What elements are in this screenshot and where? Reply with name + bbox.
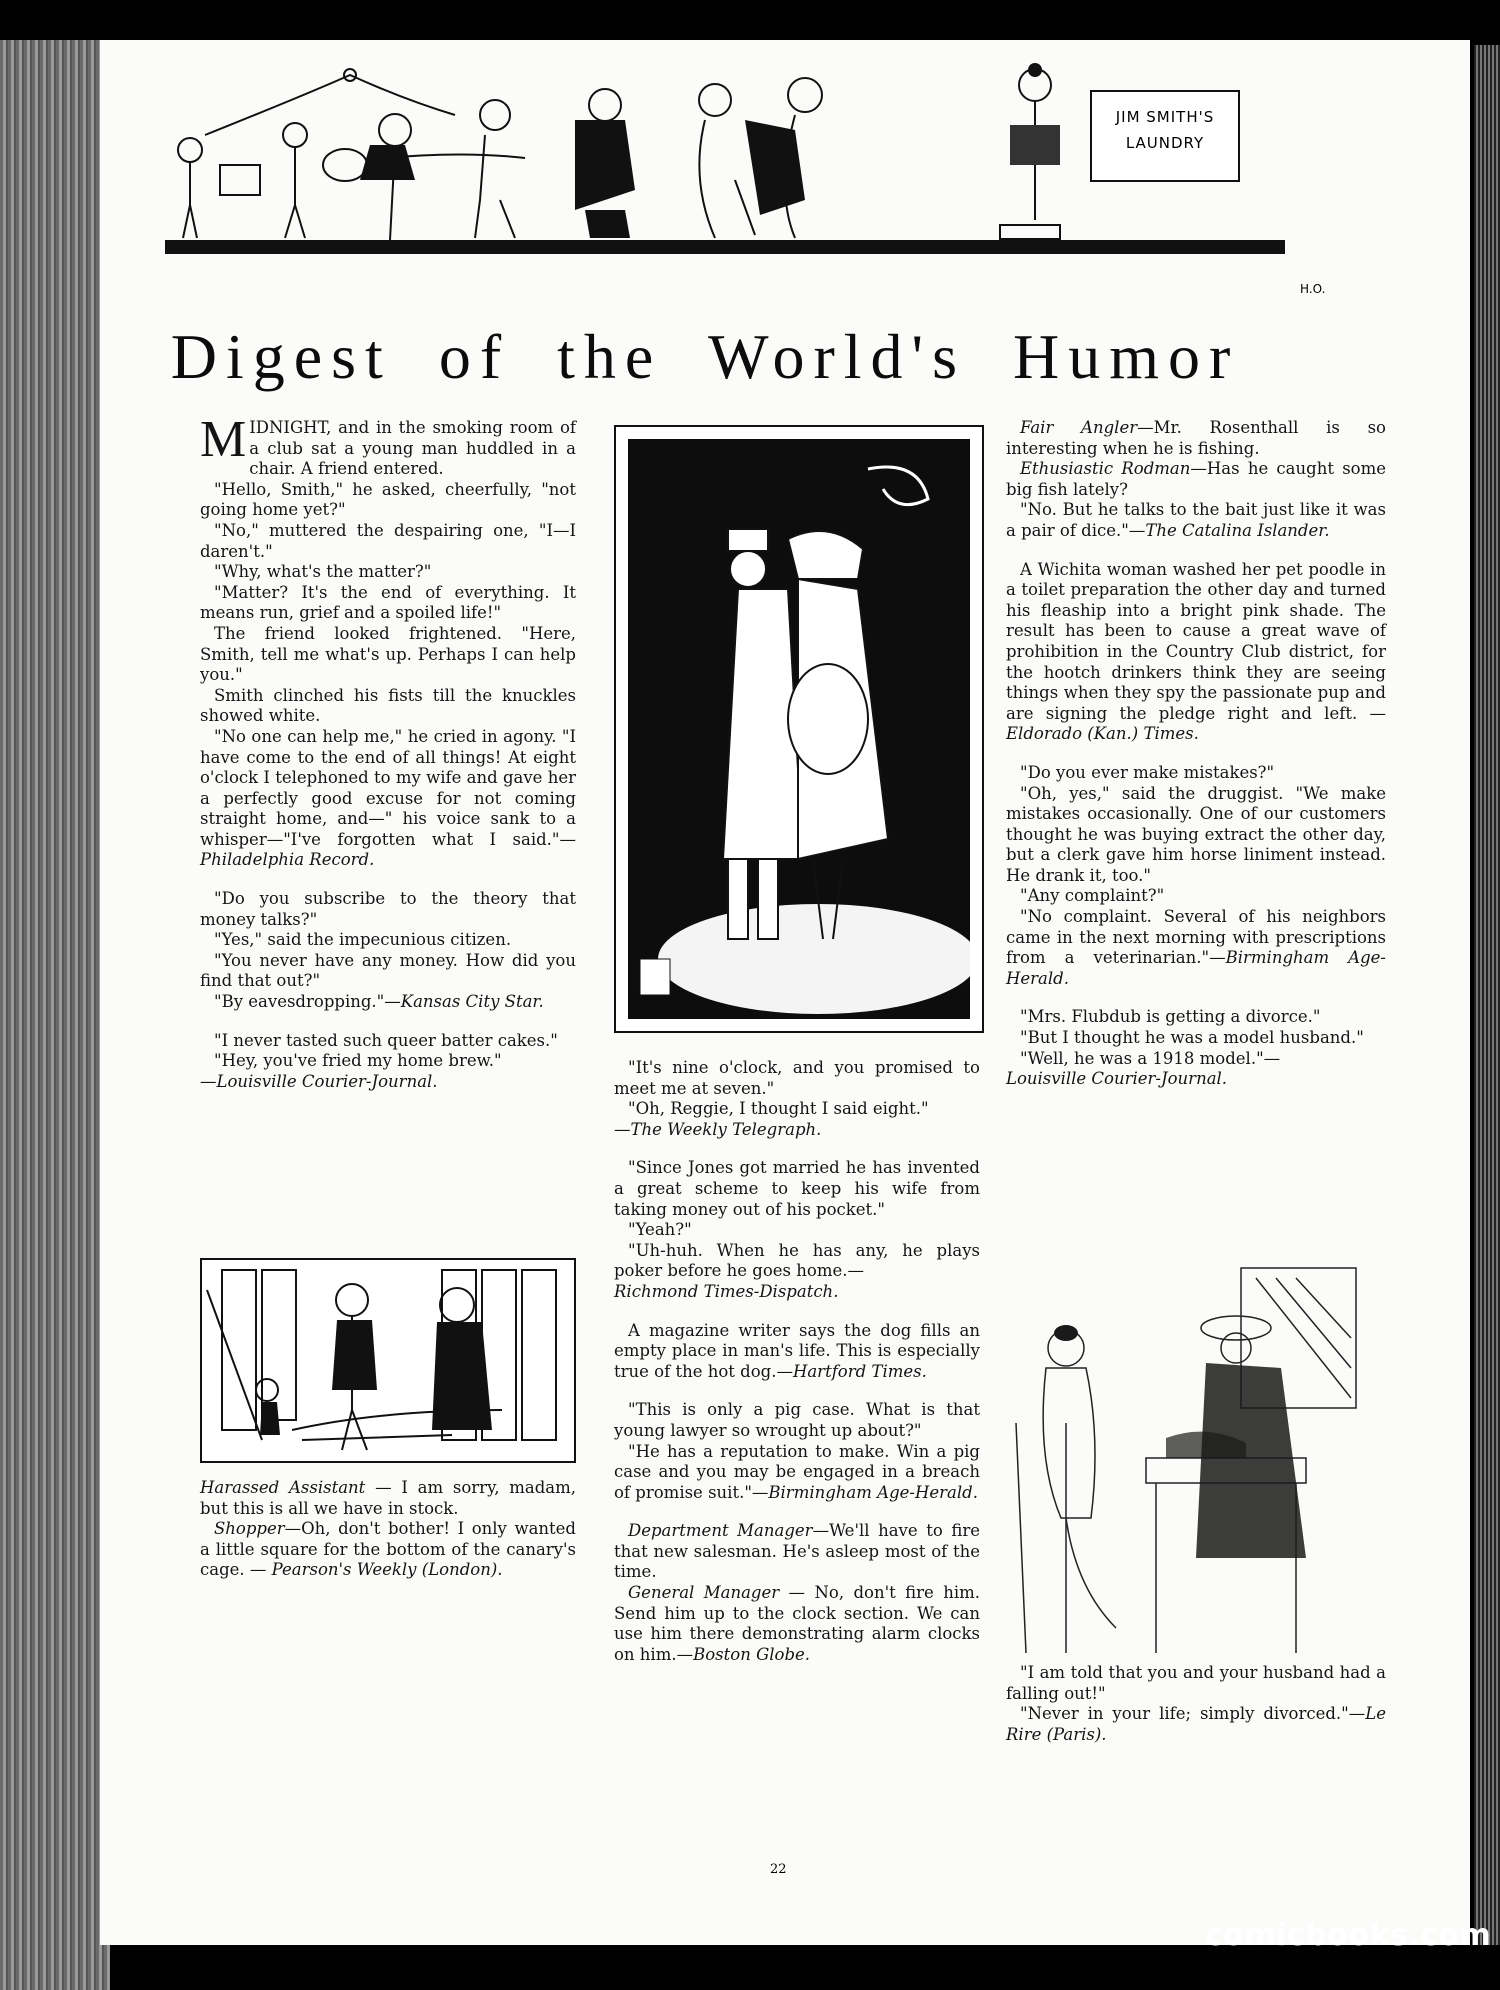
joke-text: Smith clinched his fists till the knuckles showed white. xyxy=(200,685,576,726)
sign-line-1: JIM SMITH'S xyxy=(1115,108,1215,126)
speaker: Ethusiastic Rodman xyxy=(1020,459,1191,479)
joke-text xyxy=(200,727,576,871)
joke-text xyxy=(1006,459,1386,500)
joke-source: Birmingham Age-Herald. xyxy=(768,1482,978,1502)
cartoon-caption: "I am told that you and your husband had a falling out!" xyxy=(1006,1663,1386,1703)
joke-text: "I never tasted such queer batter cakes." xyxy=(214,1030,558,1050)
column-right-caption xyxy=(1006,1663,1386,1745)
joke-text xyxy=(1006,500,1386,541)
joke-text: "Hello, Smith," he asked, cheerfully, "not going home yet?" xyxy=(200,479,576,520)
joke-source: Birmingham Age-Herald. xyxy=(1006,948,1386,988)
joke-text: "Any complaint?" xyxy=(1020,886,1165,906)
speaker: Shopper xyxy=(214,1519,285,1539)
caption-line: —Oh, don't bother! I only wanted a little square for the bottom of the canary's cage. — xyxy=(200,1519,576,1580)
drop-cap: M xyxy=(200,411,247,468)
joke-source: Eldorado (Kan.) Times. xyxy=(1006,724,1199,744)
shop-cartoon-drawing xyxy=(202,1260,574,1461)
joke-text: "You never have any money. How did you find that out?" xyxy=(200,950,576,991)
cartoon-caption xyxy=(200,1519,576,1581)
column-right xyxy=(1006,418,1386,1090)
joke-text: "Well, he was a 1918 model."— xyxy=(1020,1048,1281,1068)
joke-line: —Mr. Rosenthall is so interesting when he is fishing. xyxy=(1006,418,1386,458)
shop-cartoon xyxy=(200,1258,576,1463)
joke-line: —Has he caught some big fish lately? xyxy=(1006,459,1386,499)
joke-source: Pearson's Weekly (London). xyxy=(271,1560,503,1580)
joke-text: "Yes," said the impecunious citizen. xyxy=(214,930,512,950)
joke-text xyxy=(1006,418,1386,459)
joke-text: "Do you subscribe to the theory that money talks?" xyxy=(200,889,576,929)
joke-midnight xyxy=(200,411,576,480)
speaker: General Manager xyxy=(628,1583,780,1603)
joke-source: Le Rire (Paris). xyxy=(1006,1704,1386,1744)
joke-text: "No," muttered the despairing one, "I—I daren't." xyxy=(200,520,576,561)
joke-line: "By eavesdropping." xyxy=(214,992,385,1012)
joke-line: A Wichita woman washed her pet poodle in a toilet preparation the other day and turned his fleaship into a bright pink shade. The result has been to cause a great wave of prohibition in the Country Club district, for the hootch drinkers think they are seeing things when they spy the passionate pup and are signing the pledge right and left. — xyxy=(1006,559,1386,723)
joke-source: —Kansas City Star. xyxy=(384,992,544,1012)
laundry-sign xyxy=(1090,90,1240,182)
joke-source: —Philadelphia Record. xyxy=(200,829,576,870)
joke-line: "He has a reputation to make. Win a pig case and you may be engaged in a breach of promise suit."— xyxy=(614,1441,980,1502)
joke-text: "But I thought he was a model husband." xyxy=(1020,1028,1364,1048)
joke-text: "Yeah?" xyxy=(628,1220,692,1240)
joke-source: Hartford Times. xyxy=(792,1361,927,1381)
artist-initials: H.O. xyxy=(1300,282,1326,296)
joke-text xyxy=(614,1521,980,1583)
joke-source: Louisville Courier-Journal. xyxy=(1006,1069,1228,1089)
speaker: Fair Angler xyxy=(1020,418,1138,437)
joke-text: "Oh, yes," said the druggist. "We make mistakes occasionally. One of our customers thought he was buying extract the other day, but a clerk gave him horse liniment instead. He drank it, too." xyxy=(1006,783,1386,885)
joke-line: A magazine writer says the dog fills an empty place in man's life. This is especially true of the hot dog.— xyxy=(614,1320,980,1381)
joke-text: "Matter? It's the end of everything. It means run, grief and a spoiled life!" xyxy=(200,582,576,623)
joke-text: "This is only a pig case. What is that young lawyer so wrought up about?" xyxy=(614,1400,980,1440)
couple-drawing xyxy=(628,439,970,1019)
joke-text: "Do you ever make mistakes?" xyxy=(1020,762,1275,782)
joke-text xyxy=(614,1583,980,1665)
joke-text: "Mrs. Flubdub is getting a divorce." xyxy=(1020,1007,1321,1027)
column-middle xyxy=(614,1058,980,1665)
joke-text: IDNIGHT, and in the smoking room of a club sat a young man huddled in a chair. A friend entered. xyxy=(249,418,576,479)
cartoon-caption xyxy=(1006,1704,1386,1745)
couple-illustration xyxy=(614,425,984,1033)
book-right-edge xyxy=(1474,45,1500,1945)
joke-line: "No. But he talks to the bait just like it was a pair of dice."— xyxy=(1006,500,1386,540)
joke-source: The Catalina Islander. xyxy=(1145,520,1330,540)
speaker: Department Manager xyxy=(628,1521,813,1541)
column-left-caption xyxy=(200,1478,576,1581)
joke-text xyxy=(614,1321,980,1383)
joke-line: "No complaint. Several of his neighbors came in the next morning with prescriptions from a veterinarian."— xyxy=(1006,907,1386,968)
caption-line: "Never in your life; simply divorced."— xyxy=(1020,1704,1366,1724)
couple-caption: "It's nine o'clock, and you promised to meet me at seven." xyxy=(614,1058,980,1098)
joke-text xyxy=(200,992,576,1013)
cartoon-caption xyxy=(200,1478,576,1519)
joke-source: Richmond Times-Dispatch. xyxy=(614,1281,839,1301)
joke-text xyxy=(1006,907,1386,989)
joke-text xyxy=(614,1442,980,1504)
caption-line: — I am sorry, madam, but this is all we have in stock. xyxy=(200,1478,576,1518)
joke-source: —The Weekly Telegraph. xyxy=(614,1119,822,1139)
couple-caption: "Oh, Reggie, I thought I said eight." xyxy=(628,1099,929,1119)
page-title: Digest of the World's Humor xyxy=(170,321,1240,392)
joke-line: —We'll have to fire that new salesman. He's asleep most of the time. xyxy=(614,1521,980,1582)
joke-line: "No one can help me," he cried in agony. "I have come to the end of all things! At eight o'clock I telephoned to my wife and gave her a perfectly good excuse for not coming straight home, and—" his voice sank to a whisper—"I've forgotten what I said." xyxy=(200,726,576,849)
joke-text: "Uh-huh. When he has any, he plays poker before he goes home.— xyxy=(614,1240,980,1281)
sign-line-2: LAUNDRY xyxy=(1125,134,1205,152)
joke-source: —Louisville Courier-Journal. xyxy=(200,1071,438,1091)
joke-source: Boston Globe. xyxy=(693,1644,811,1664)
joke-line: — No, don't fire him. Send him up to the clock section. We can use him there demonstrating alarm clocks on him.— xyxy=(614,1583,980,1664)
page-number: 22 xyxy=(770,1862,787,1877)
speaker: Harassed Assistant xyxy=(200,1478,366,1497)
book-page-edges xyxy=(0,40,110,1990)
joke-text: "Why, what's the matter?" xyxy=(214,562,432,582)
site-watermark: comicbooks.com xyxy=(1205,1918,1492,1953)
header-cartoon-banner xyxy=(105,40,1326,305)
joke-text xyxy=(1006,560,1386,745)
tea-table-illustration xyxy=(1006,1258,1386,1653)
joke-text: "Hey, you've fried my home brew." xyxy=(214,1051,502,1071)
joke-text: The friend looked frightened. "Here, Smith, tell me what's up. Perhaps I can help you." xyxy=(200,623,576,685)
joke-text: "Since Jones got married he has invented a great scheme to keep his wife from taking money out of his pocket." xyxy=(614,1158,980,1219)
tea-table-drawing xyxy=(1006,1258,1386,1653)
column-left xyxy=(200,411,576,1092)
